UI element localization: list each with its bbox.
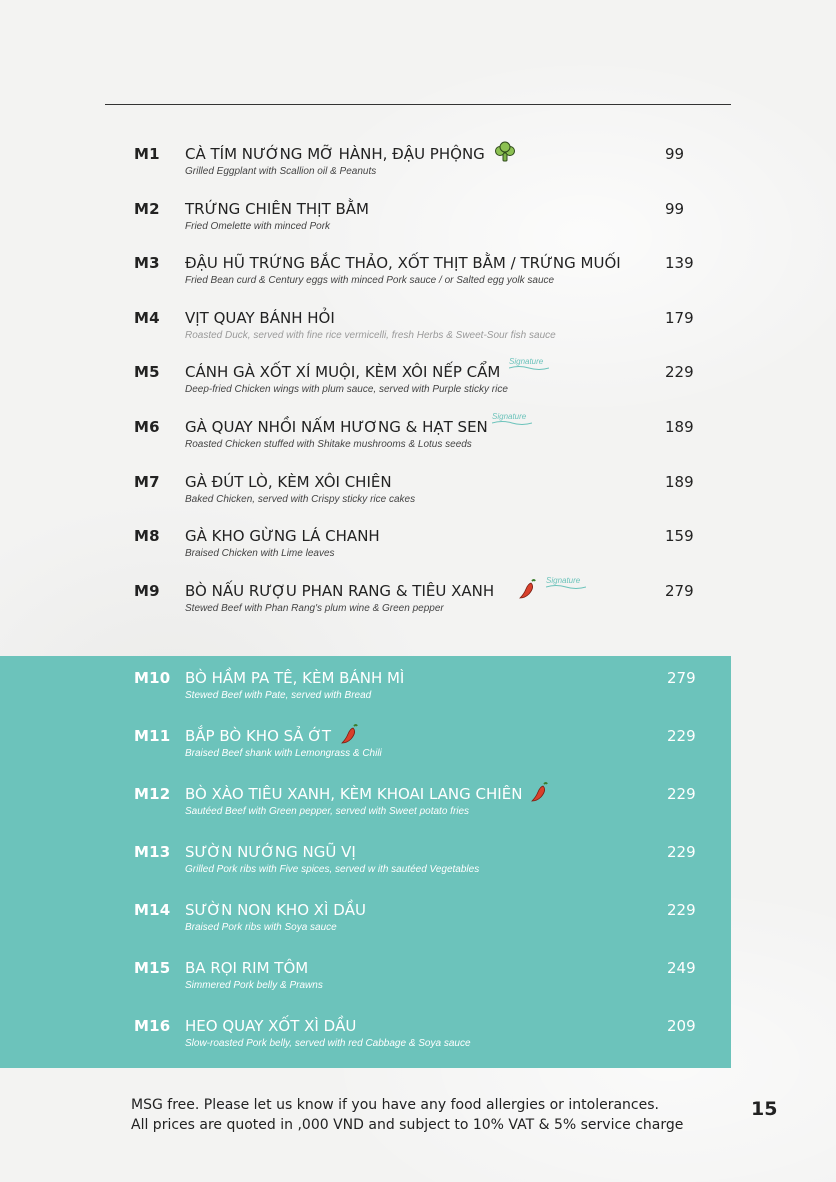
item-name: GÀ ĐÚT LÒ, KÈM XÔI CHIÊN bbox=[185, 473, 392, 491]
menu-item-m6 bbox=[0, 412, 836, 462]
item-description: Simmered Pork belly & Prawns bbox=[185, 980, 323, 991]
menu-item-m11 bbox=[0, 727, 731, 771]
item-name: GÀ QUAY NHỒI NẤM HƯƠNG & HẠT SEN bbox=[185, 418, 488, 436]
item-name: BÒ XÀO TIÊU XANH, KÈM KHOAI LANG CHIÊN bbox=[185, 785, 523, 803]
page-number: 15 bbox=[751, 1098, 778, 1120]
signature-badge bbox=[492, 412, 532, 425]
item-price: 229 bbox=[667, 843, 696, 861]
footer-line-prices: All prices are quoted in ,000 VND and subject to 10% VAT & 5% service charge bbox=[131, 1117, 684, 1133]
item-code: M9 bbox=[134, 582, 160, 600]
item-code: M7 bbox=[134, 473, 160, 491]
menu-item-m15 bbox=[0, 959, 731, 1003]
item-price: 159 bbox=[665, 527, 694, 545]
item-code: M5 bbox=[134, 363, 160, 381]
item-description: Braised Pork ribs with Soya sauce bbox=[185, 922, 337, 933]
menu-item-m5 bbox=[0, 357, 836, 407]
item-name: SƯỜN NƯỚNG NGŨ VỊ bbox=[185, 843, 356, 861]
broccoli-icon bbox=[494, 141, 516, 168]
item-name: GÀ KHO GỪNG LÁ CHANH bbox=[185, 527, 380, 545]
item-description: Braised Chicken with Lime leaves bbox=[185, 548, 335, 559]
item-name: SƯỜN NON KHO XÌ DẦU bbox=[185, 901, 367, 919]
item-description: Grilled Pork ribs with Five spices, served w ith sautéed Vegetables bbox=[185, 864, 480, 875]
item-name: BÒ NẤU RƯỢU PHAN RANG & TIÊU XANH bbox=[185, 582, 495, 600]
item-code: M15 bbox=[134, 959, 171, 977]
menu-item-m1 bbox=[0, 145, 836, 189]
item-code: M8 bbox=[134, 527, 160, 545]
item-description: Braised Beef shank with Lemongrass & Chili bbox=[185, 748, 382, 759]
item-description: Roasted Duck, served with fine rice vermicelli, fresh Herbs & Sweet-Sour fish sauce bbox=[185, 330, 556, 341]
signature-badge-label: Signature bbox=[509, 357, 544, 366]
item-price: 249 bbox=[667, 959, 696, 977]
item-code: M10 bbox=[134, 669, 171, 687]
item-name: VỊT QUAY BÁNH HỎI bbox=[185, 309, 335, 327]
item-code: M2 bbox=[134, 200, 160, 218]
signature-badge-label: Signature bbox=[546, 576, 581, 585]
item-description: Deep-fried Chicken wings with plum sauce, served with Purple sticky rice bbox=[185, 384, 508, 395]
menu-item-m10 bbox=[0, 669, 731, 713]
teal-section bbox=[0, 656, 731, 1068]
item-price: 189 bbox=[665, 418, 694, 436]
footer-note bbox=[131, 1095, 683, 1135]
menu-item-m12 bbox=[0, 785, 731, 829]
item-description: Slow-roasted Pork belly, served with red Cabbage & Soya sauce bbox=[185, 1038, 471, 1049]
footer-line-msg: MSG free. Please let us know if you have any food allergies or intolerances. bbox=[131, 1097, 659, 1113]
menu-item-m14 bbox=[0, 901, 731, 945]
item-name: HEO QUAY XỐT XÌ DẦU bbox=[185, 1017, 357, 1035]
item-name: ĐẬU HŨ TRỨNG BẮC THẢO, XỐT THỊT BẰM / TRỨNG MUỐI bbox=[185, 254, 621, 272]
item-code: M16 bbox=[134, 1017, 171, 1035]
item-price: 139 bbox=[665, 254, 694, 272]
menu-item-m2 bbox=[0, 200, 836, 244]
item-price: 229 bbox=[667, 901, 696, 919]
item-code: M6 bbox=[134, 418, 160, 436]
item-price: 279 bbox=[667, 669, 696, 687]
item-price: 229 bbox=[665, 363, 694, 381]
item-code: M3 bbox=[134, 254, 160, 272]
item-description: Fried Bean curd & Century eggs with minced Pork sauce / or Salted egg yolk sauce bbox=[185, 275, 555, 286]
item-code: M1 bbox=[134, 145, 160, 163]
item-description: Stewed Beef with Pate, served with Bread bbox=[185, 690, 372, 701]
item-name: BẮP BÒ KHO SẢ ỚT bbox=[185, 727, 332, 745]
item-description: Fried Omelette with minced Pork bbox=[185, 221, 331, 232]
item-price: 209 bbox=[667, 1017, 696, 1035]
menu-item-m16 bbox=[0, 1017, 731, 1061]
menu-item-m3 bbox=[0, 254, 836, 298]
item-name: TRỨNG CHIÊN THỊT BẰM bbox=[185, 200, 369, 218]
item-name: CÁNH GÀ XỐT XÍ MUỘI, KÈM XÔI NẾP CẨM bbox=[185, 363, 501, 381]
item-description: Sautéed Beef with Green pepper, served with Sweet potato fries bbox=[185, 806, 470, 817]
item-name: CÀ TÍM NƯỚNG MỠ HÀNH, ĐẬU PHỘNG bbox=[185, 145, 485, 163]
menu-item-m4 bbox=[0, 309, 836, 353]
chili-icon bbox=[518, 578, 538, 605]
item-code: M12 bbox=[134, 785, 171, 803]
item-name: BA RỌI RIM TÔM bbox=[185, 959, 309, 977]
chili-icon bbox=[340, 723, 360, 750]
item-description: Stewed Beef with Phan Rang's plum wine & Green pepper bbox=[185, 603, 444, 614]
top-divider bbox=[105, 104, 731, 105]
chili-icon bbox=[530, 781, 550, 808]
item-price: 179 bbox=[665, 309, 694, 327]
item-code: M4 bbox=[134, 309, 160, 327]
item-description: Roasted Chicken stuffed with Shitake mushrooms & Lotus seeds bbox=[185, 439, 472, 450]
item-price: 99 bbox=[665, 200, 685, 218]
signature-badge bbox=[546, 576, 586, 589]
item-price: 189 bbox=[665, 473, 694, 491]
menu-item-m9 bbox=[0, 576, 836, 626]
signature-badge bbox=[509, 357, 549, 370]
menu-item-m13 bbox=[0, 843, 731, 887]
item-code: M11 bbox=[134, 727, 171, 745]
item-price: 99 bbox=[665, 145, 685, 163]
item-price: 229 bbox=[667, 727, 696, 745]
signature-badge-label: Signature bbox=[492, 412, 527, 421]
item-price: 279 bbox=[665, 582, 694, 600]
item-price: 229 bbox=[667, 785, 696, 803]
menu-item-m7 bbox=[0, 473, 836, 517]
item-description: Grilled Eggplant with Scallion oil & Peanuts bbox=[185, 166, 377, 177]
item-description: Baked Chicken, served with Crispy sticky rice cakes bbox=[185, 494, 416, 505]
item-code: M14 bbox=[134, 901, 171, 919]
menu-item-m8 bbox=[0, 527, 836, 571]
item-code: M13 bbox=[134, 843, 171, 861]
item-name: BÒ HẦM PA TÊ, KÈM BÁNH MÌ bbox=[185, 669, 405, 687]
